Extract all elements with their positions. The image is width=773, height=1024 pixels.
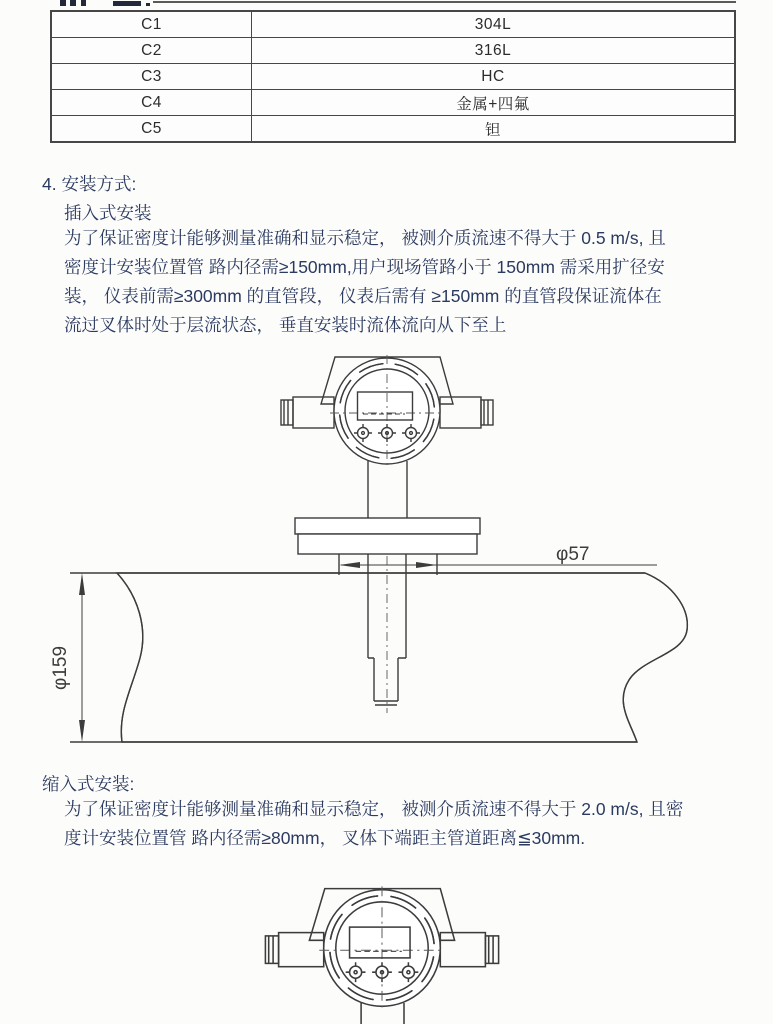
material-code-cell: C1 — [52, 12, 252, 37]
paragraph-line: 为了保证密度计能够测量准确和显示稳定， 被测介质流速不得大于 0.5 m/s, 且 — [64, 228, 666, 248]
paragraph-line: 度计安装位置管 路内径需≥80mm， 叉体下端距主管道距离≦30mm. — [64, 828, 586, 848]
insertion-installation-diagram — [50, 355, 687, 742]
material-code-cell: C4 — [52, 90, 252, 115]
material-code-cell: C3 — [52, 64, 252, 89]
material-name-cell: 钽 — [484, 121, 501, 139]
paragraph-line: 为了保证密度计能够测量准确和显示稳定， 被测介质流速不得大于 2.0 m/s, 且密 — [64, 799, 684, 819]
dim-label-159: φ159 — [50, 645, 71, 690]
material-name-cell: 304L — [474, 15, 512, 33]
transmitter-head-drawing — [265, 886, 498, 1024]
flange-drawing — [295, 518, 480, 534]
retracted-installation-diagram — [265, 886, 498, 1024]
insert-install-subtitle: 插入式安装 — [64, 203, 152, 223]
paragraph-line: 流过叉体时处于层流状态， 垂直安装时流体流向从下至上 — [64, 315, 507, 335]
retract-install-subtitle: 缩入式安装: — [42, 774, 135, 794]
pipe-right-break-line — [623, 573, 687, 742]
material-name-cell: 金属+四氟 — [456, 95, 530, 113]
pipe-left-break-line — [117, 573, 143, 742]
paragraph-line: 密度计安装位置管 路内径需≥150mm,用户现场管路小于 150mm 需采用扩径安 — [64, 257, 665, 277]
material-name-cell: 316L — [474, 41, 512, 59]
material-code-cell: C2 — [52, 38, 252, 63]
transmitter-head-drawing — [281, 355, 493, 518]
dimension-159 — [50, 573, 85, 742]
section-heading: 4. 安装方式: — [42, 174, 137, 194]
paragraph-line: 装， 仪表前需≥300mm 的直管段， 仪表后需有 ≥150mm 的直管段保证流体在 — [64, 286, 662, 306]
material-name-cell: HC — [481, 67, 505, 85]
material-code-cell: C5 — [52, 116, 252, 141]
dim-label-57: φ57 — [556, 544, 590, 565]
